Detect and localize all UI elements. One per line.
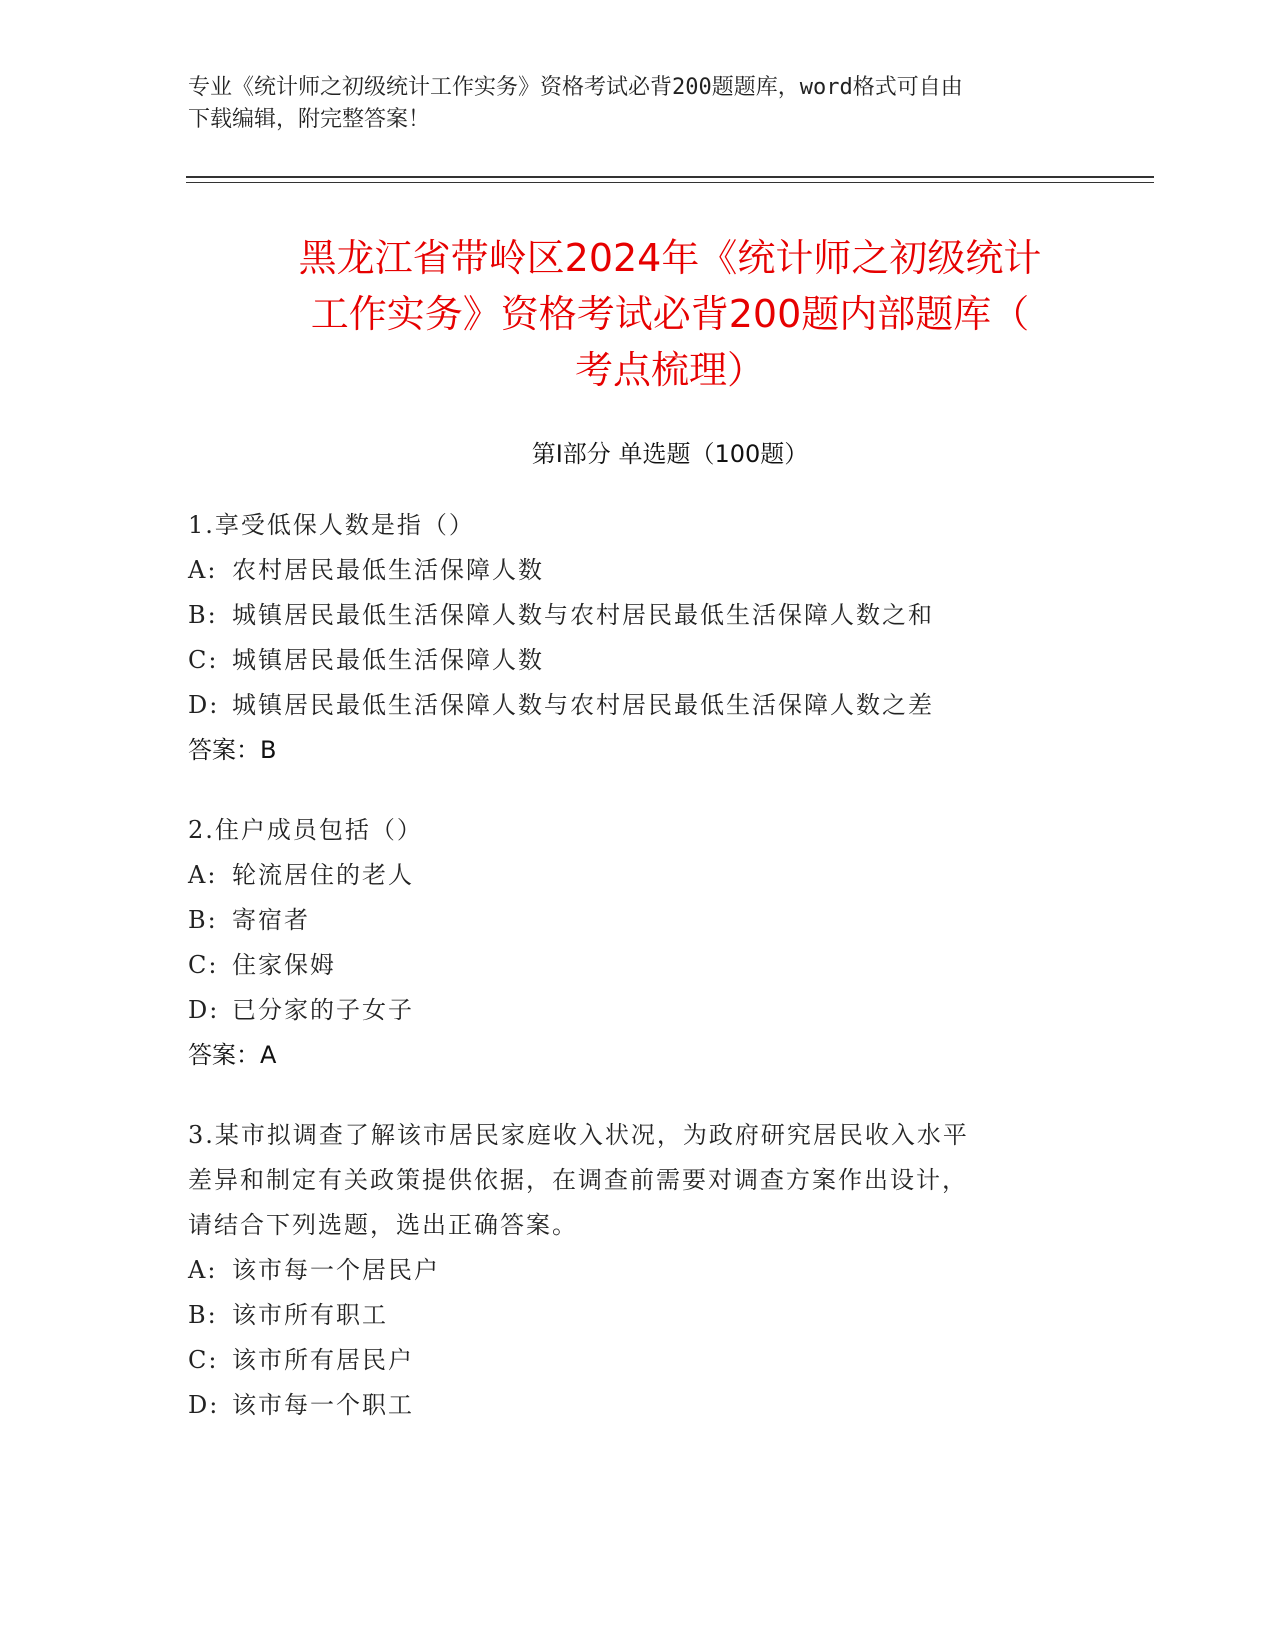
question-2 xyxy=(188,808,1088,1078)
option-a xyxy=(188,1248,1088,1293)
title-line-2: 工作实务》资格考试必背200题内部题库（ xyxy=(310,292,1030,336)
option-a xyxy=(188,853,1088,898)
header-line-2: 下载编辑，附完整答案！ xyxy=(188,107,431,132)
section-title: 第Ⅰ部分 单选题（100题） xyxy=(531,440,809,468)
question-stem-line: 3.某市拟调查了解该市居民家庭收入状况，为政府研究居民收入水平 xyxy=(188,1121,969,1149)
option-letter: A: xyxy=(188,1256,218,1284)
option-text: 该市所有职工 xyxy=(232,1301,388,1329)
header-divider-thick xyxy=(186,176,1154,178)
option-b xyxy=(188,1293,1088,1338)
option-letter: C: xyxy=(188,646,219,674)
option-text: 城镇居民最低生活保障人数 xyxy=(232,646,544,674)
option-text: 寄宿者 xyxy=(232,906,310,934)
title-line-1: 黑龙江省带岭区2024年《统计师之初级统计 xyxy=(298,236,1042,280)
document-title xyxy=(186,230,1154,398)
option-text: 该市每一个职工 xyxy=(232,1391,414,1419)
question-stem-line: 差异和制定有关政策提供依据，在调查前需要对调查方案作出设计， xyxy=(188,1166,968,1194)
option-d xyxy=(188,988,1088,1033)
option-d xyxy=(188,683,1088,728)
answer-label: 答案：A xyxy=(188,1041,277,1069)
question-3 xyxy=(188,1113,1088,1428)
option-text: 该市所有居民户 xyxy=(232,1346,414,1374)
option-text: 轮流居住的老人 xyxy=(232,861,414,889)
option-text: 住家保姆 xyxy=(232,951,336,979)
question-stem: 2.住户成员包括（） xyxy=(188,816,423,844)
option-letter: A: xyxy=(188,861,218,889)
document-header-note xyxy=(188,72,1068,136)
option-letter: A: xyxy=(188,556,218,584)
option-d xyxy=(188,1383,1088,1428)
option-b xyxy=(188,593,1088,638)
header-divider-thin xyxy=(186,182,1154,183)
option-text: 城镇居民最低生活保障人数与农村居民最低生活保障人数之和 xyxy=(232,601,934,629)
option-letter: B: xyxy=(188,601,218,629)
option-letter: D: xyxy=(188,1391,220,1419)
header-line-1: 专业《统计师之初级统计工作实务》资格考试必背200题题库，word格式可自由 xyxy=(188,75,963,100)
option-a xyxy=(188,548,1088,593)
title-line-3: 考点梳理） xyxy=(574,348,765,392)
option-text: 该市每一个居民户 xyxy=(232,1256,440,1284)
option-text: 城镇居民最低生活保障人数与农村居民最低生活保障人数之差 xyxy=(232,691,934,719)
option-letter: D: xyxy=(188,996,220,1024)
option-c xyxy=(188,638,1088,683)
option-c xyxy=(188,943,1088,988)
option-text: 已分家的子女子 xyxy=(232,996,414,1024)
question-1 xyxy=(188,503,1088,773)
answer-label: 答案：B xyxy=(188,736,277,764)
option-text: 农村居民最低生活保障人数 xyxy=(232,556,544,584)
option-c xyxy=(188,1338,1088,1383)
question-stem: 1.享受低保人数是指（） xyxy=(188,511,475,539)
option-letter: B: xyxy=(188,906,218,934)
option-letter: C: xyxy=(188,1346,219,1374)
question-stem-line: 请结合下列选题，选出正确答案。 xyxy=(188,1211,578,1239)
option-b xyxy=(188,898,1088,943)
option-letter: D: xyxy=(188,691,220,719)
option-letter: C: xyxy=(188,951,219,979)
option-letter: B: xyxy=(188,1301,218,1329)
